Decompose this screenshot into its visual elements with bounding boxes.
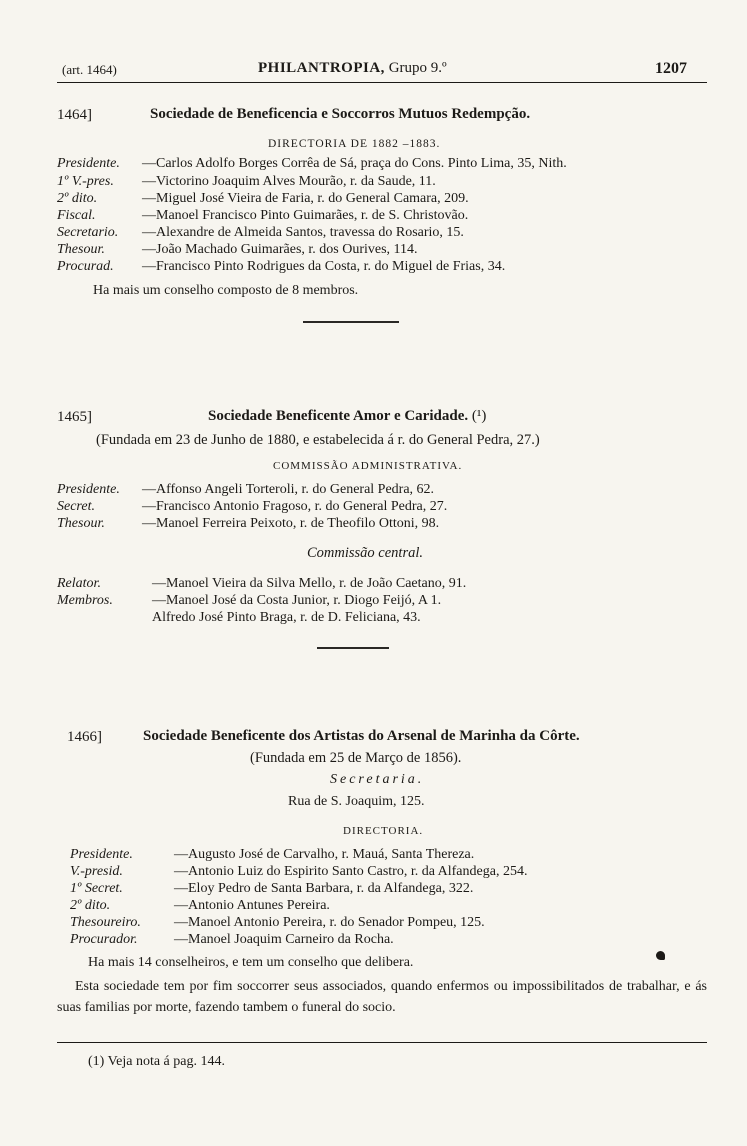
member-role: 2º dito. bbox=[70, 898, 111, 913]
section-separator bbox=[303, 321, 399, 323]
member-text: —Manoel Ferreira Peixoto, r. de Theofilo Ottoni, 98. bbox=[142, 516, 440, 531]
member-row bbox=[57, 156, 567, 172]
member-row bbox=[70, 898, 330, 914]
member-row bbox=[57, 208, 468, 224]
footnote-marker: (¹) bbox=[471, 408, 487, 424]
member-text: —Manoel Joaquim Carneiro da Rocha. bbox=[174, 932, 394, 947]
member-row bbox=[57, 259, 505, 275]
entry-note: Ha mais 14 conselheiros, e tem um conselho que delibera. bbox=[88, 955, 414, 970]
member-row bbox=[70, 932, 394, 948]
member-row bbox=[57, 610, 421, 626]
member-text: —Alexandre de Almeida Santos, travessa do Rosario, 15. bbox=[142, 225, 464, 240]
member-text: —Manoel Vieira da Silva Mello, r. de João Caetano, 91. bbox=[152, 576, 467, 591]
member-role: 1º V.-pres. bbox=[57, 174, 114, 189]
member-text: —Antonio Antunes Pereira. bbox=[174, 898, 330, 913]
member-row bbox=[57, 482, 434, 498]
entry-paragraph bbox=[57, 976, 707, 1018]
entry-founded: (Fundada em 23 de Junho de 1880, e estabelecida á r. do General Pedra, 27.) bbox=[96, 432, 540, 448]
member-text: —Manoel Francisco Pinto Guimarães, r. de S. Christovão. bbox=[142, 208, 469, 223]
entry-number: 1464] bbox=[57, 107, 92, 123]
member-role: Presidente. bbox=[57, 156, 120, 171]
running-title-text: PHILANTROPIA, bbox=[258, 60, 385, 76]
running-group: Grupo 9.º bbox=[388, 60, 447, 76]
ink-blot bbox=[656, 951, 665, 960]
member-role: Thesoureiro. bbox=[70, 915, 141, 930]
central-heading: Commissão central. bbox=[307, 545, 423, 561]
entry-subheading: DIRECTORIA DE 1882 –1883. bbox=[268, 138, 441, 150]
member-role: 2º dito. bbox=[57, 191, 98, 206]
running-title bbox=[258, 60, 447, 77]
member-role: Fiscal. bbox=[57, 208, 96, 223]
member-role: Procurador. bbox=[70, 932, 138, 947]
entry-title: Sociedade de Beneficencia e Soccorros Mutuos Redempção. bbox=[150, 106, 531, 122]
member-text: —Augusto José de Carvalho, r. Mauá, Santa Thereza. bbox=[174, 847, 475, 862]
member-text: —Affonso Angeli Torteroli, r. do General Pedra, 62. bbox=[142, 482, 435, 497]
member-role: Thesour. bbox=[57, 516, 105, 531]
member-text: —Victorino Joaquim Alves Mourão, r. da Saude, 11. bbox=[142, 174, 436, 189]
member-role: Thesour. bbox=[57, 242, 105, 257]
entry-title: Sociedade Beneficente dos Artistas do Arsenal de Marinha da Côrte. bbox=[143, 728, 580, 744]
entry-address: Rua de S. Joaquim, 125. bbox=[288, 794, 425, 809]
member-row bbox=[70, 847, 474, 863]
member-row bbox=[70, 881, 473, 897]
member-row bbox=[57, 191, 469, 207]
entry-paragraph-text: Esta sociedade tem por fim soccorrer seus associados, quando enfermos ou impossibilitados de trabalhar, e ás suas familias por morte, fazendo tambem o funeral do socio. bbox=[57, 979, 707, 1015]
member-row bbox=[57, 593, 441, 609]
entry-subheading: COMMISSÃO ADMINISTRATIVA. bbox=[273, 460, 463, 472]
member-role: 1º Secret. bbox=[70, 881, 123, 896]
member-row bbox=[70, 864, 527, 880]
page-number: 1207 bbox=[655, 60, 687, 77]
secretaria-heading: Secretaria. bbox=[330, 772, 425, 787]
member-role: Secret. bbox=[57, 499, 95, 514]
member-text: —Eloy Pedro de Santa Barbara, r. da Alfandega, 322. bbox=[174, 881, 474, 896]
member-text: Alfredo José Pinto Braga, r. de D. Feliciana, 43. bbox=[152, 610, 421, 625]
member-role: Membros. bbox=[57, 593, 113, 608]
member-row bbox=[57, 174, 436, 190]
member-role: V.-presid. bbox=[70, 864, 123, 879]
entry-subheading: DIRECTORIA. bbox=[343, 825, 424, 837]
member-row bbox=[70, 915, 485, 931]
member-role: Presidente. bbox=[70, 847, 133, 862]
footnote-rule bbox=[57, 1042, 707, 1043]
entry-note: Ha mais um conselho composto de 8 membros. bbox=[93, 283, 359, 298]
member-text: —Carlos Adolfo Borges Corrêa de Sá, praça do Cons. Pinto Lima, 35, Nith. bbox=[142, 156, 567, 171]
member-row bbox=[57, 225, 464, 241]
member-row bbox=[57, 499, 447, 515]
member-row bbox=[57, 576, 466, 592]
header-rule bbox=[57, 82, 707, 83]
member-text: —Manoel Antonio Pereira, r. do Senador Pompeu, 125. bbox=[174, 915, 485, 930]
member-text: —Manoel José da Costa Junior, r. Diogo Feijó, A 1. bbox=[152, 593, 442, 608]
member-text: —Francisco Pinto Rodrigues da Costa, r. do Miguel de Frias, 34. bbox=[142, 259, 506, 274]
member-text: —Antonio Luiz do Espirito Santo Castro, r. da Alfandega, 254. bbox=[174, 864, 528, 879]
member-text: —João Machado Guimarães, r. dos Ourives, 114. bbox=[142, 242, 418, 257]
entry-title-text: Sociedade Beneficente Amor e Caridade. bbox=[208, 408, 469, 424]
member-role: Secretario. bbox=[57, 225, 119, 240]
member-role: Presidente. bbox=[57, 482, 120, 497]
entry-number: 1466] bbox=[67, 729, 102, 745]
entry-number: 1465] bbox=[57, 409, 92, 425]
member-row bbox=[57, 242, 418, 258]
entry-founded: (Fundada em 25 de Março de 1856). bbox=[250, 750, 462, 766]
member-row bbox=[57, 516, 439, 532]
member-text: —Francisco Antonio Fragoso, r. do General Pedra, 27. bbox=[142, 499, 448, 514]
member-role: Procurad. bbox=[57, 259, 114, 274]
member-text: —Miguel José Vieira de Faria, r. do General Camara, 209. bbox=[142, 191, 469, 206]
header-article-ref: (art. 1464) bbox=[62, 62, 117, 77]
section-separator bbox=[317, 647, 389, 649]
footnote: (1) Veja nota á pag. 144. bbox=[88, 1054, 225, 1069]
member-role: Relator. bbox=[57, 576, 101, 591]
entry-title bbox=[208, 408, 486, 425]
